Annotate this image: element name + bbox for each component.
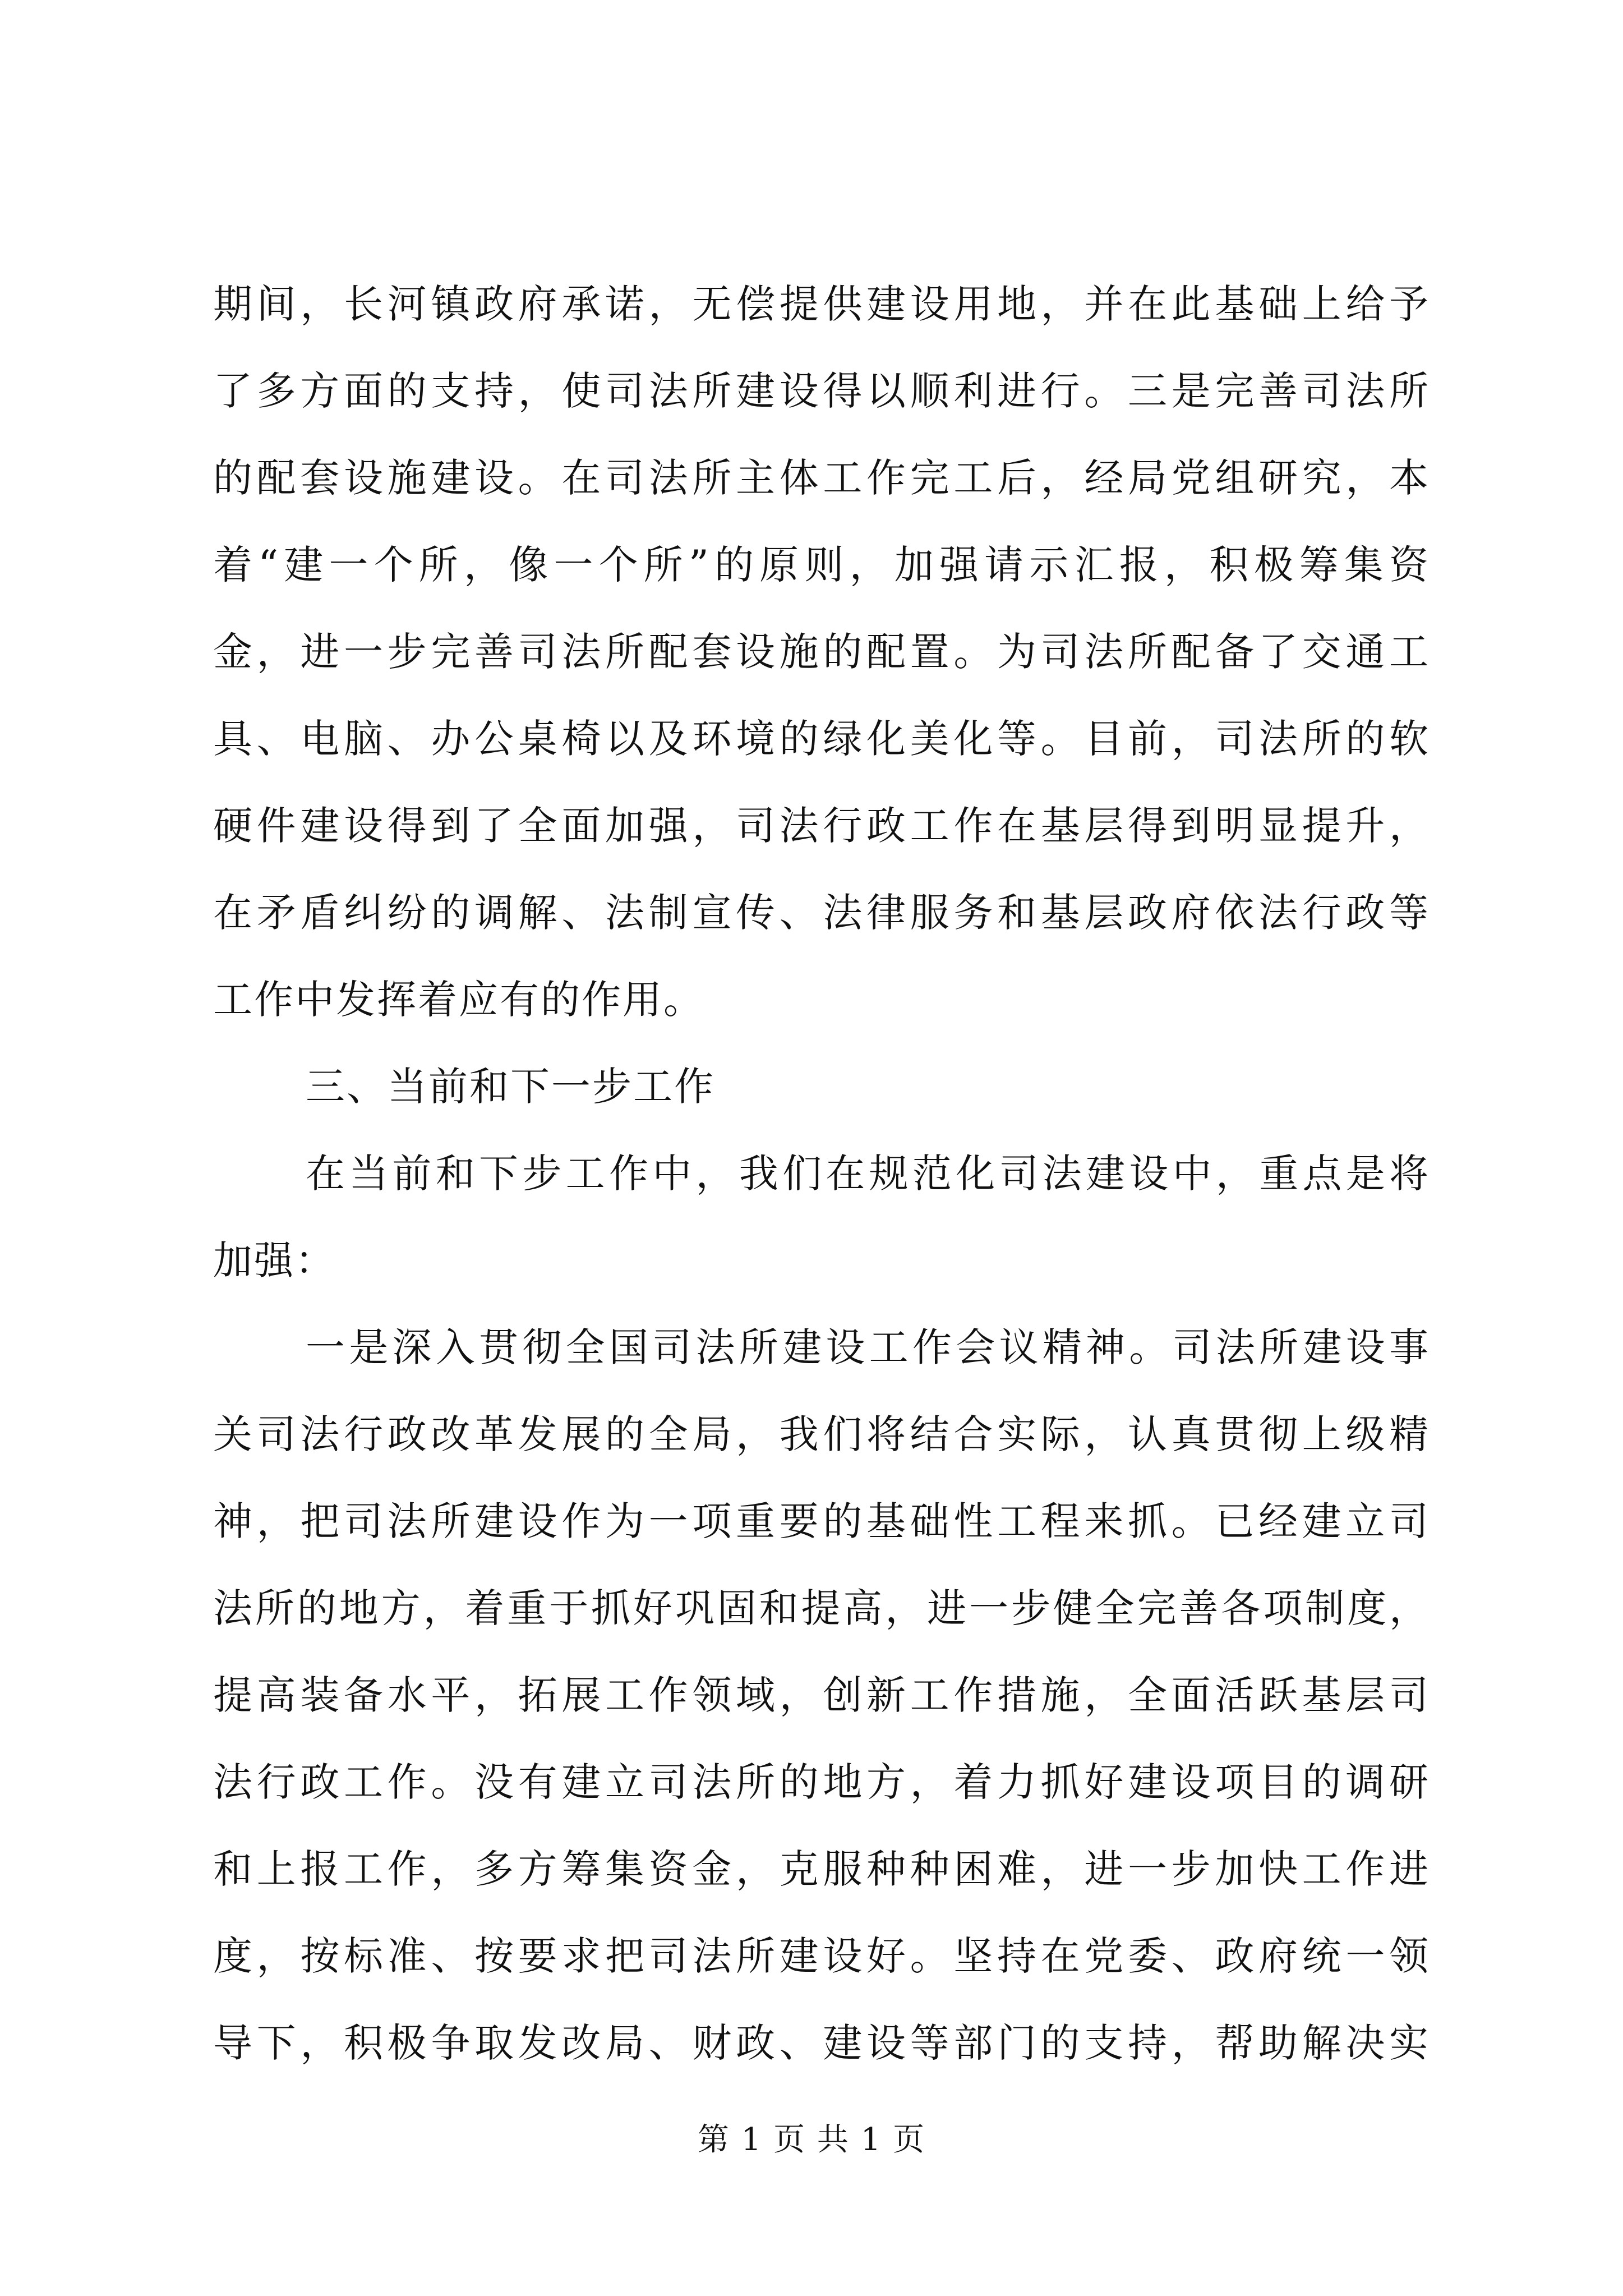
text-line: 的配套设施建设。在司法所主体工作完工后，经局党组研究，本 [213,455,1430,501]
page-number-label: 第 1 页 共 1 页 [697,2122,926,2158]
document-body [213,261,1430,2087]
section-heading: 三、当前和下一步工作 [306,1064,715,1110]
text-line: 提高装备水平，拓展工作领域，创新工作措施，全面活跃基层司 [213,1672,1430,1718]
text-line: 了多方面的支持，使司法所建设得以顺利进行。三是完善司法所 [213,368,1430,414]
page-footer [0,2120,1623,2160]
text-line: 金，进一步完善司法所配套设施的配置。为司法所配备了交通工 [213,629,1430,675]
text-line: 关司法行政改革发展的全局，我们将结合实际，认真贯彻上级精 [213,1411,1430,1457]
text-line: 神，把司法所建设作为一项重要的基础性工程来抓。已经建立司 [213,1498,1430,1544]
text-line: 期间，长河镇政府承诺，无偿提供建设用地，并在此基础上给予 [213,281,1430,327]
text-line: 具、电脑、办公桌椅以及环境的绿化美化等。目前，司法所的软 [213,716,1430,762]
text-line: 着“建一个所，像一个所”的原则，加强请示汇报，积极筹集资 [213,542,1430,588]
text-line: 在当前和下步工作中，我们在规范化司法建设中，重点是将 [306,1151,1430,1197]
text-line: 导下，积极争取发改局、财政、建设等部门的支持，帮助解决实 [213,2020,1430,2066]
text-line: 度，按标准、按要求把司法所建设好。坚持在党委、政府统一领 [213,1933,1430,1979]
text-line: 工作中发挥着应有的作用。 [213,977,704,1023]
text-line: 法所的地方，着重于抓好巩固和提高，进一步健全完善各项制度， [213,1585,1430,1631]
text-line: 硬件建设得到了全面加强，司法行政工作在基层得到明显提升， [213,803,1430,849]
text-line: 法行政工作。没有建立司法所的地方，着力抓好建设项目的调研 [213,1759,1430,1805]
text-line: 一是深入贯彻全国司法所建设工作会议精神。司法所建设事 [306,1324,1430,1370]
text-line: 在矛盾纠纷的调解、法制宣传、法律服务和基层政府依法行政等 [213,890,1430,936]
text-line: 和上报工作，多方筹集资金，克服种种困难，进一步加快工作进 [213,1846,1430,1892]
text-line: 加强： [213,1237,336,1283]
